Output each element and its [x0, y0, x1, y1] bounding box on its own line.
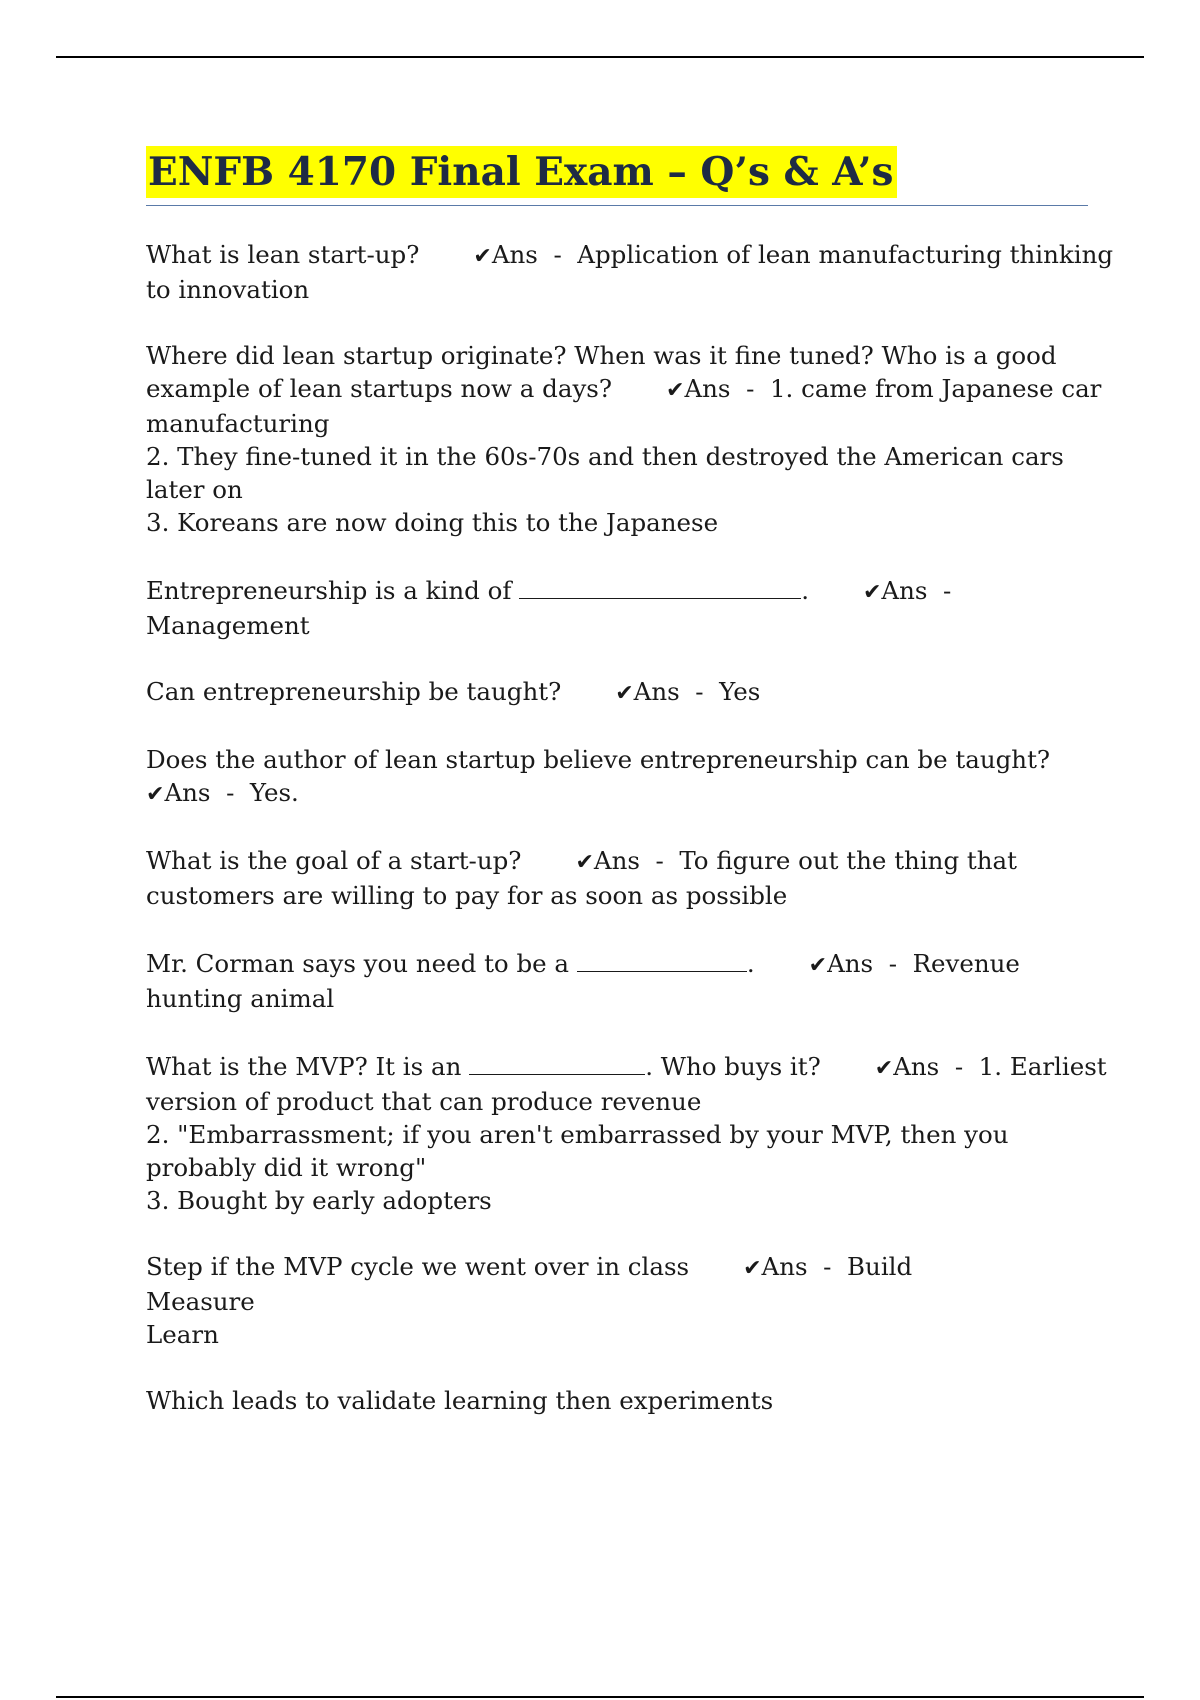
answer-text: Build	[847, 1252, 913, 1281]
answer-text: Management	[146, 611, 310, 640]
qa-item-entrepreneurship-kind	[146, 572, 1096, 642]
title-underline-rule	[146, 205, 1088, 206]
ans-separator: -	[823, 1252, 832, 1281]
check-mark-icon: ✔	[575, 850, 594, 875]
fill-in-blank	[469, 1048, 645, 1075]
question-text: example of lean startups now a days?	[146, 374, 613, 403]
answer-text: Revenue	[912, 949, 1020, 978]
page-bottom-rule	[56, 1696, 1144, 1698]
qa-item-lean-startup	[146, 238, 1114, 306]
qa-item-lean-origin	[146, 339, 1102, 539]
check-mark-icon: ✔	[666, 378, 685, 403]
page-title: ENFB 4170 Final Exam – Q’s & A’s	[146, 146, 897, 198]
ans-label: Ans	[633, 677, 680, 706]
answer-text: Application of lean manufacturing thinking	[577, 240, 1114, 269]
ans-label: Ans	[491, 240, 538, 269]
fill-in-blank	[577, 945, 747, 972]
answer-continuation: 2. They fine-tuned it in the 60s-70s and then destroyed the American cars	[146, 442, 1064, 471]
qa-line	[146, 238, 1114, 273]
ans-separator: -	[954, 1052, 964, 1081]
answer-continuation: customers are willing to pay for as soon as possible	[146, 881, 788, 910]
qa-item-mvp	[146, 1048, 1107, 1217]
ans-label: Ans	[893, 1052, 940, 1081]
question-suffix: .	[801, 576, 809, 605]
answer-continuation: hunting animal	[146, 984, 335, 1013]
qa-line	[146, 675, 1096, 710]
question-suffix: .	[746, 949, 755, 978]
qa-line	[146, 776, 1096, 811]
qa-list	[146, 238, 1114, 1417]
check-mark-icon: ✔	[743, 1256, 762, 1281]
qa-line	[146, 945, 1096, 982]
question-text: What is lean start-up?	[146, 240, 420, 269]
question-text: . Who buys it?	[645, 1052, 821, 1081]
answer-continuation: manufacturing	[146, 409, 330, 438]
answer-continuation: later on	[146, 475, 243, 504]
question-text: Step if the MVP cycle we went over in class	[146, 1252, 690, 1281]
qa-item-author-belief	[146, 743, 1096, 811]
ans-label: Ans	[881, 576, 928, 605]
question-text: Where did lean startup originate? When was it fine tuned? Who is a good	[146, 341, 1057, 370]
question-text: Entrepreneurship is a kind of	[146, 576, 512, 605]
answer-continuation: Learn	[146, 1320, 219, 1349]
answer-continuation: version of product that can produce revenue	[146, 1087, 702, 1116]
answer-continuation: 3. Koreans are now doing this to the Japanese	[146, 508, 719, 537]
page-top-rule	[56, 56, 1144, 58]
qa-line	[146, 1048, 1107, 1085]
question-text: What is the goal of a start-up?	[146, 846, 522, 875]
ans-label: Ans	[827, 949, 874, 978]
question-text: What is the MVP? It is an	[146, 1052, 462, 1081]
answer-text: 1. came from Japanese car	[769, 374, 1102, 403]
qa-line	[146, 844, 1096, 879]
ans-separator: -	[226, 778, 235, 807]
ans-separator: -	[655, 846, 664, 875]
qa-item-taught	[146, 675, 1096, 710]
closing-note	[146, 1384, 1096, 1417]
answer-text: To figure out the thing that	[679, 846, 1017, 875]
qa-line	[146, 572, 1096, 609]
ans-separator: -	[888, 949, 897, 978]
ans-label: Ans	[761, 1252, 808, 1281]
answer-continuation: Measure	[146, 1287, 255, 1316]
qa-item-startup-goal	[146, 844, 1096, 912]
check-mark-icon: ✔	[473, 244, 492, 269]
qa-line	[146, 372, 1102, 407]
answer-text: 1. Earliest	[978, 1052, 1107, 1081]
answer-text: Yes	[719, 677, 761, 706]
check-mark-icon: ✔	[874, 1056, 894, 1081]
qa-item-corman	[146, 945, 1096, 1015]
ans-label: Ans	[593, 846, 640, 875]
answer-continuation: 3. Bought by early adopters	[146, 1186, 492, 1215]
check-mark-icon: ✔	[615, 681, 634, 706]
answer-continuation: to innovation	[146, 275, 310, 304]
answer-continuation: 2. "Embarrassment; if you aren't embarrassed by your MVP, then you	[146, 1120, 1009, 1149]
check-mark-icon: ✔	[808, 953, 828, 978]
ans-separator: -	[695, 677, 704, 706]
question-text: Mr. Corman says you need to be a	[146, 949, 570, 978]
question-text: Does the author of lean startup believe entrepreneurship can be taught?	[146, 745, 1051, 774]
ans-separator: -	[943, 576, 952, 605]
fill-in-blank	[519, 572, 801, 599]
ans-label: Ans	[164, 778, 211, 807]
check-mark-icon: ✔	[862, 580, 882, 605]
answer-text: Yes.	[249, 778, 299, 807]
ans-separator: -	[746, 374, 755, 403]
closing-text: Which leads to validate learning then experiments	[146, 1386, 774, 1415]
check-mark-icon: ✔	[146, 782, 165, 807]
qa-line	[146, 1250, 1096, 1285]
ans-label: Ans	[684, 374, 731, 403]
ans-separator: -	[553, 240, 562, 269]
question-text: Can entrepreneurship be taught?	[146, 677, 562, 706]
qa-item-mvp-cycle	[146, 1250, 1096, 1351]
answer-continuation: probably did it wrong"	[146, 1153, 427, 1182]
